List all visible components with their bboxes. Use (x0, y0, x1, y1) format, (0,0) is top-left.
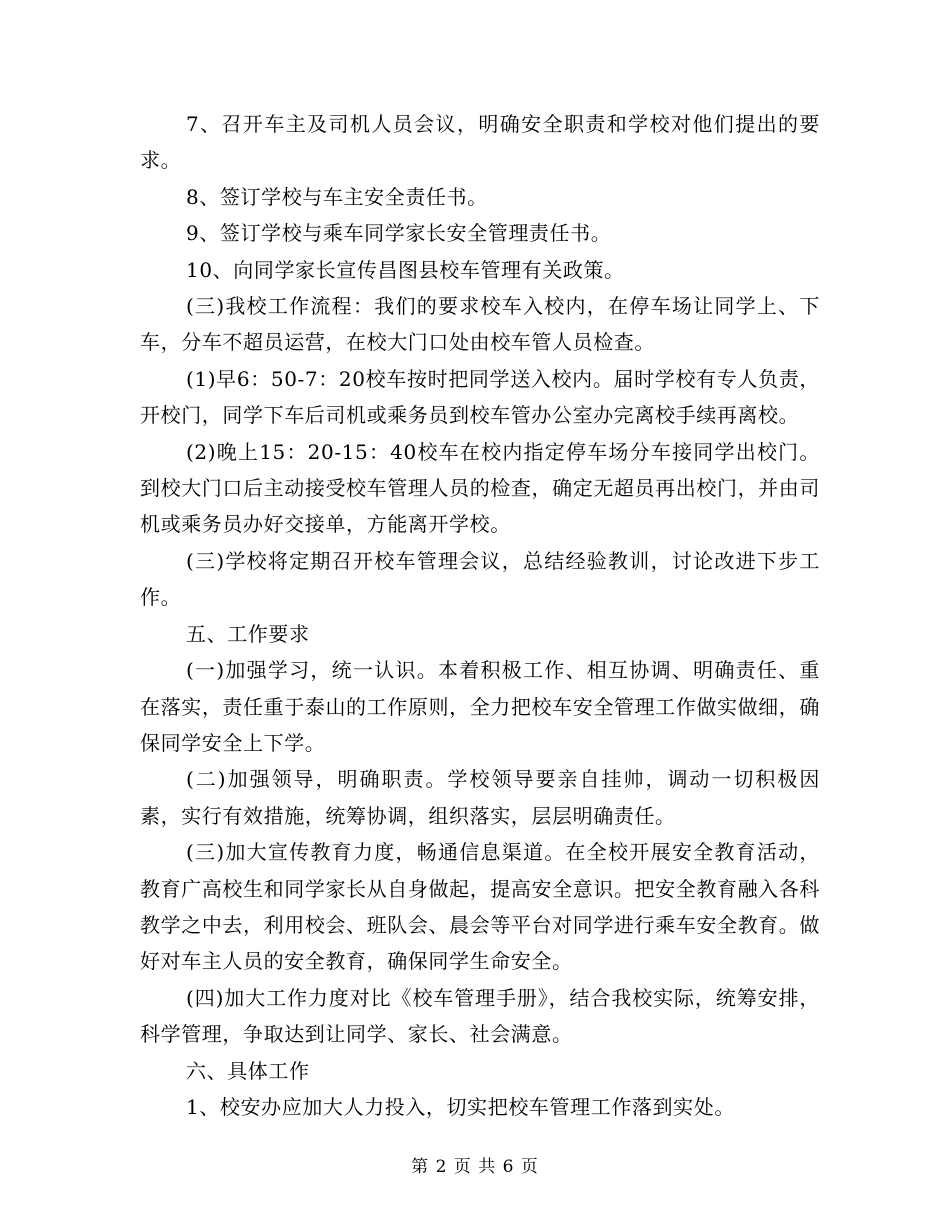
section-heading-specific-work: 六、具体工作 (186, 1058, 310, 1083)
paragraph-requirement-2: (二)加强领导，明确职责。学校领导要亲自挂帅，调动一切积极因素，实行有效措施，统筹协调，组织落实，层层明确责任。 (140, 767, 820, 828)
section-heading-work-requirements: 五、工作要求 (186, 621, 310, 646)
document-body (140, 106, 820, 1125)
paragraph-item-9: 9、签订学校与乘车同学家长安全管理责任书。 (186, 221, 612, 246)
paragraph-meeting: (三)学校将定期召开校车管理会议，总结经验教训，讨论改进下步工作。 (140, 548, 820, 610)
paragraph-morning-schedule: (1)早6：50-7：20校车按时把同学送入校内。届时学校有专人负责，开校门，同学下车后司机或乘务员到校车管办公室办完离校手续再离校。 (140, 366, 820, 428)
paragraph-item-7: 7、召开车主及司机人员会议，明确安全职责和学校对他们提出的要求。 (140, 112, 820, 173)
paragraph-item-8: 8、签订学校与车主安全责任书。 (186, 184, 488, 209)
paragraph-workflow: (三)我校工作流程：我们的要求校车入校内，在停车场让同学上、下车，分车不超员运营，在校大门口处由校车管人员检查。 (140, 294, 820, 355)
paragraph-specific-1: 1、校安办应加大人力投入，切实把校车管理工作落到实处。 (186, 1094, 735, 1119)
paragraph-requirement-4: (四)加大工作力度对比《校车管理手册》，结合我校实际，统筹安排，科学管理，争取达到让同学、家长、社会满意。 (140, 985, 820, 1047)
paragraph-item-10: 10、向同学家长宣传昌图县校车管理有关政策。 (186, 257, 625, 282)
paragraph-requirement-3: (三)加大宣传教育力度，畅通信息渠道。在全校开展安全教育活动，教育广高校生和同学家长从自身做起，提高安全意识。把安全教育融入各科教学之中去，利用校会、班队会、晨会等平台对同学进行乘车安全教育。做好对车主人员的安全教育，确保同学生命安全。 (140, 840, 820, 974)
paragraph-evening-schedule: (2)晚上15：20-15：40校车在校内指定停车场分车接同学出校门。到校大门口后主动接受校车管理人员的检查，确定无超员再出校门，并由司机或乘务员办好交接单，方能离开学校。 (140, 439, 820, 537)
page-number-footer: 第 2 页 共 6 页 (411, 1157, 539, 1177)
paragraph-requirement-1: (一)加强学习，统一认识。本着积极工作、相互协调、明确责任、重在落实，责任重于泰山的工作原则，全力把校车安全管理工作做实做细，确保同学安全上下学。 (140, 658, 820, 755)
